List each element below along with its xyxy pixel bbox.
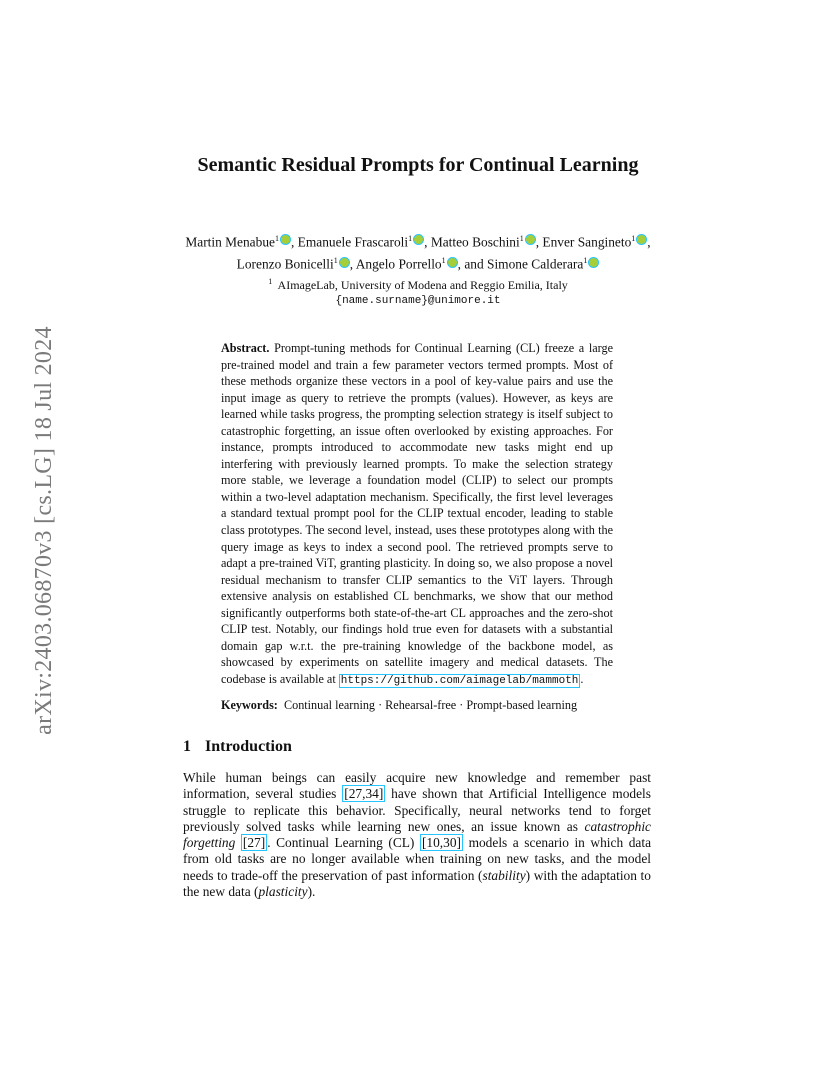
intro-text: have shown that Artificial Intelligence models struggle to replicate this behavior. Specifically, neural networks tend to forget previously solved tasks while learning new ones, an issue known as xyxy=(183,786,651,834)
code-link[interactable]: https://github.com/aimagelab/mammoth xyxy=(340,674,579,687)
orcid-icon[interactable] xyxy=(525,234,536,245)
author-affil-sup: 1 xyxy=(408,234,413,243)
affiliation-sup: 1 xyxy=(268,277,273,286)
citation-text: [27, xyxy=(344,786,366,802)
affiliation xyxy=(183,274,653,309)
intro-text: . Continual Learning (CL) xyxy=(267,835,420,851)
citation-text: 30] xyxy=(443,835,462,851)
arxiv-identifier xyxy=(14,300,74,760)
orcid-icon[interactable] xyxy=(413,234,424,245)
author-email: {name.surname}@unimore.it xyxy=(335,295,501,307)
arxiv-identifier-text: arXiv:2403.06870v3 [cs.LG] 18 Jul 2024 xyxy=(30,325,57,735)
keywords-text: Continual learning · Rehearsal-free · Prompt-based learning xyxy=(283,698,578,712)
section-number: 1 xyxy=(183,738,191,755)
citation-text: [10, xyxy=(421,835,444,851)
intro-text: models a scenario in which data from old tasks are no longer available when training on new tasks, and the model needs to trade-off the preservation of past information ( xyxy=(183,835,652,883)
section-title: Introduction xyxy=(205,738,292,755)
author-affil-sup: 1 xyxy=(274,234,279,243)
author-name: Lorenzo Bonicelli xyxy=(236,256,334,272)
author-name: Martin Menabue xyxy=(185,234,275,250)
author-affil-sup: 1 xyxy=(519,234,524,243)
intro-text: ) with the adaptation to the new data ( xyxy=(183,867,651,900)
author-name: Emanuele Frascaroli xyxy=(297,234,409,250)
author-affil-sup: 1 xyxy=(631,234,636,243)
citation-link[interactable]: [27] xyxy=(242,835,266,851)
author-name: Angelo Porrello xyxy=(355,256,442,272)
keywords xyxy=(221,697,621,713)
citation-link[interactable] xyxy=(420,834,463,851)
intro-emphasis: catastrophic forgetting xyxy=(183,818,651,851)
paper-title: Semantic Residual Prompts for Continual Learning xyxy=(197,154,639,176)
abstract-label: Abstract. xyxy=(221,341,270,355)
abstract-text: Prompt-tuning methods for Continual Learning (CL) freeze a large pre-trained model and train a few parameter vectors termed prompts. Most of these methods organize these vectors in a pool of key-value pairs and use the input image as query to retrieve the prompts (values). However, as keys are learned while tasks progress, the prompting selection strategy is itself subject to catastrophic forgetting, an issue often overlooked by existing approaches. For instance, prompts introduced to accommodate new tasks might end up interfering with previously learned prompts. To make the selection strategy more stable, we leverage a foundation model (CLIP) to select our prompts within a two-level adaptation mechanism. Specifically, the first level leverages a standard textual prompt pool for the CLIP textual encoder, leading to stable class prototypes. The second level, instead, uses these prototypes along with the query image as keys to index a second pool. The retrieved prompts serve to adapt a pre-trained ViT, granting plasticity. In doing so, we also propose a novel residual mechanism to transfer CLIP semantics to the ViT layers. Through extensive analysis on established CL benchmarks, we show that our method significantly outperforms both state-of-the-art CL approaches and the zero-shot CLIP test. Notably, our findings hold true even for datasets with a substantial domain gap w.r.t. the pre-training knowledge of the backbone model, as showcased by experiments on satellite imagery and medical datasets. The codebase is available at xyxy=(221,341,614,686)
orcid-icon[interactable] xyxy=(588,257,599,268)
orcid-icon[interactable] xyxy=(339,257,350,268)
orcid-icon[interactable] xyxy=(280,234,291,245)
author-affil-sup: 1 xyxy=(583,256,588,266)
orcid-icon[interactable] xyxy=(447,257,458,268)
orcid-icon[interactable] xyxy=(636,234,647,245)
citation-text: 34] xyxy=(365,786,384,802)
author-list: Martin Menabue$^1$ , Emanuele Frascaroli$^1$ , Matteo Boschini$^1$ , Enver Sangineto$^1$ , Lorenzo Bonicelli$^1$ , Angelo Porrello$^1$ , and Simone Calderara$^1$ xyxy=(185,234,651,272)
author-affil-sup: 1 xyxy=(441,256,446,266)
intro-emphasis: plasticity xyxy=(258,884,308,900)
intro-paragraph xyxy=(183,770,651,900)
author-name: Enver Sangineto xyxy=(542,234,632,250)
affiliation-text: AImageLab, University of Modena and Reggio Emilia, Italy xyxy=(277,278,568,292)
keywords-label: Keywords: xyxy=(221,698,278,712)
intro-emphasis: stability xyxy=(482,867,526,883)
author-affil-sup: 1 xyxy=(333,256,338,266)
author-name: Simone Calderara xyxy=(487,256,584,272)
author-name: Matteo Boschini xyxy=(430,234,520,250)
intro-text: While human beings can easily acquire new knowledge and remember past information, several studies xyxy=(183,770,651,802)
abstract: Abstract. Prompt-tuning methods for Continual Learning (CL) freeze a large pre-trained model and train a few parameter vectors termed prompts. Most of these methods organize these vectors in a pool of key-value pairs and use the input image as query to retrieve the prompts (values). However, as keys are learned while tasks progress, the prompting selection strategy is itself subject to catastrophic forgetting, an issue often overlooked by existing approaches. For instance, prompts introduced to accommodate new tasks might end up interfering with previously learned prompts. To make the selection strategy more stable, we leverage a foundation model (CLIP) to select our prompts within a two-level adaptation mechanism. Specifically, the first level leverages a standard textual prompt pool for the CLIP textual encoder, leading to stable class prototypes. The second level, instead, uses these prototypes along with the query image as keys to index a second pool. The retrieved prompts serve to adapt a pre-trained ViT, granting plasticity. In doing so, we also propose a novel residual mechanism to transfer CLIP semantics to the ViT layers. Through extensive analysis on established CL benchmarks, we show that our method significantly outperforms both state-of-the-art CL approaches and the zero-shot CLIP test. Notably, our findings hold true even for datasets with a substantial domain gap w.r.t. the pre-training knowledge of the backbone model, as showcased by experiments on satellite imagery and medical datasets. The codebase is available at https://github.com/aimagelab/mammoth . xyxy=(221,341,614,687)
citation-link[interactable] xyxy=(342,785,385,802)
section-heading xyxy=(183,738,292,756)
intro-text: ). xyxy=(307,884,316,900)
